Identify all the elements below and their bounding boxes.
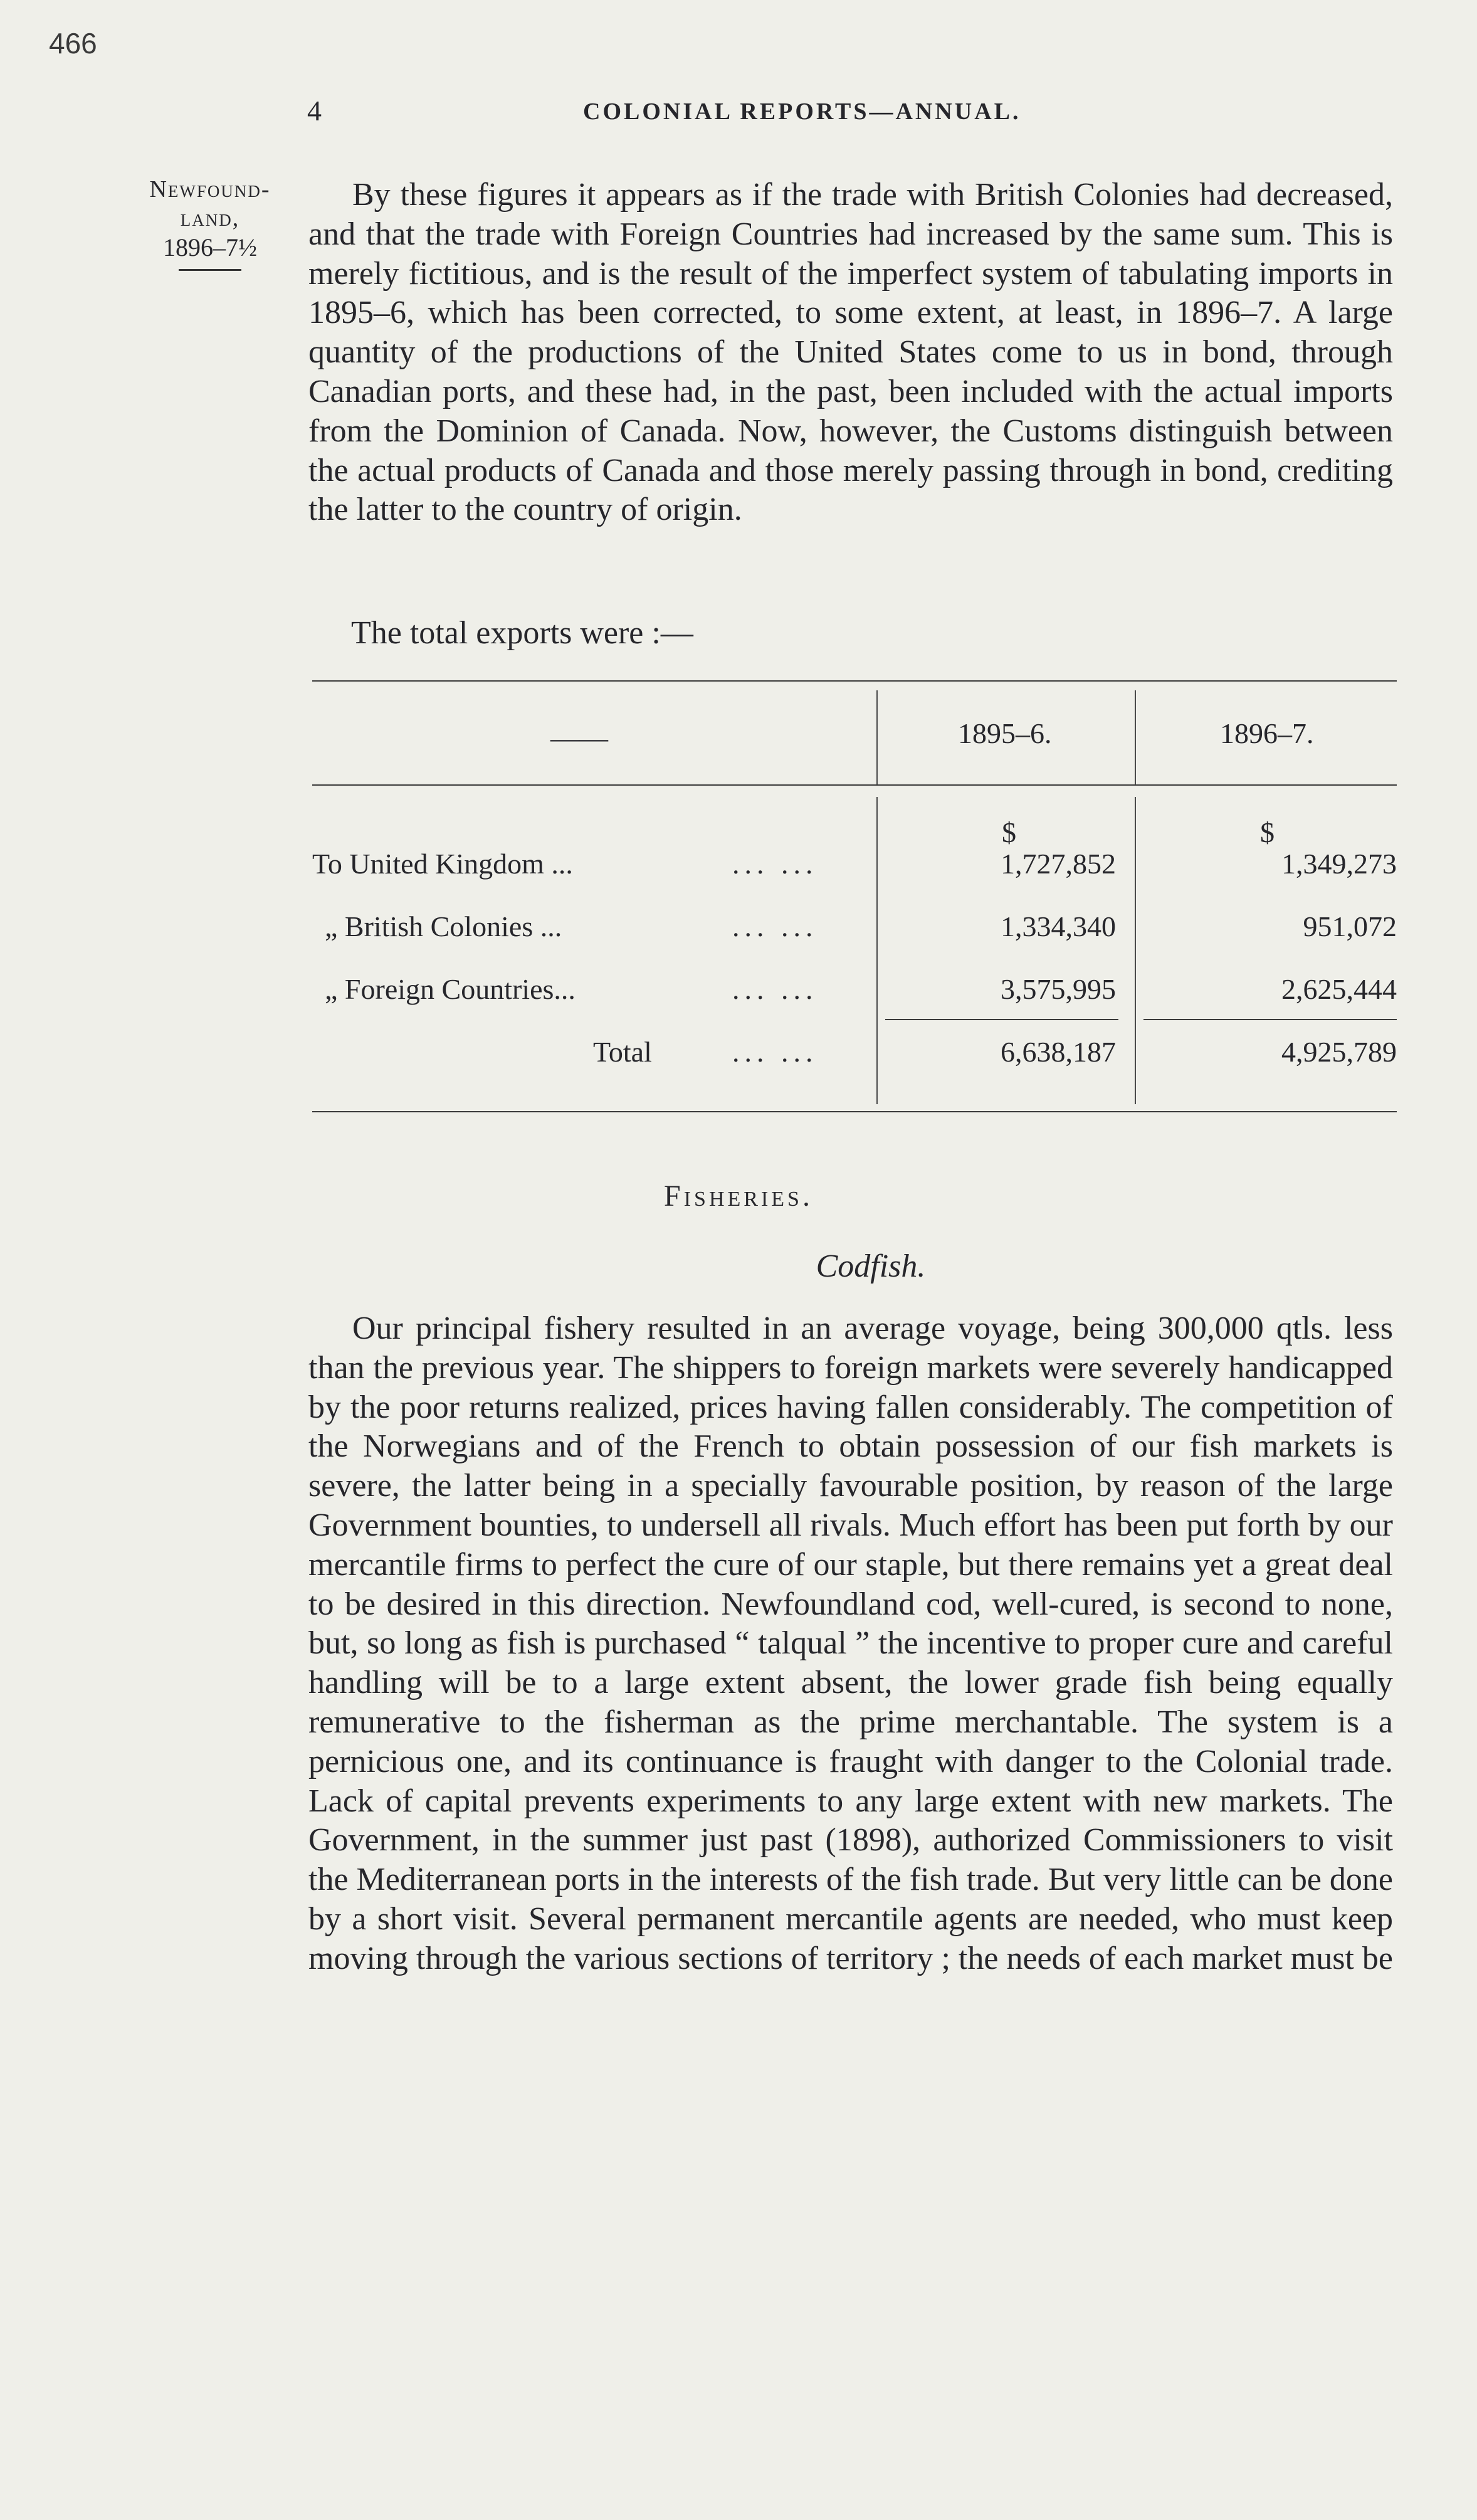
table-header-rule <box>312 784 1397 786</box>
value-total-1896: 4,925,789 <box>1281 1036 1397 1068</box>
running-header: COLONIAL REPORTS—ANNUAL. <box>583 98 1021 125</box>
section-heading-fisheries <box>0 1179 1477 1213</box>
table-bottom-rule <box>312 1111 1397 1112</box>
table-top-rule <box>312 680 1397 682</box>
column-divider-1 <box>876 690 878 784</box>
table-header-blank: —— <box>550 722 608 754</box>
body-paragraph-2 <box>308 1309 1393 1979</box>
value-uk-1896: 1,349,273 <box>1281 848 1397 880</box>
margin-note <box>119 176 301 271</box>
margin-note-line2: land, <box>180 204 240 231</box>
value-colonies-1895: 1,334,340 <box>1001 910 1116 942</box>
paragraph-1-text: By these figures it appears as if the trade with British Colonies had decreased, and that the trade with Foreign Countries had increased by the same sum. This is merely fictitious, and is the result of the imperfect system of tabulating imports in 1895–6, which has been corrected, to some extent, at least, in 1896–7. A large quantity of the productions of the United States come to us in bond, through Canadian ports, and these had, in the past, been included with the actual imports from the Dominion of Canada. Now, however, the Customs distinguish between the actual products of Canada and those merely passing through in bond, crediting the latter to the country of origin. <box>308 177 1393 528</box>
body-paragraph-1 <box>308 176 1393 530</box>
exports-intro: The total exports were :— <box>351 615 693 651</box>
row-leader-dots: ... ... <box>732 848 818 880</box>
margin-note-line3: 1896–7½ <box>163 233 257 262</box>
row-leader-dots: ... ... <box>732 973 818 1005</box>
row-label-united-kingdom: To United Kingdom ... <box>312 848 573 880</box>
row-label-foreign-countries: „ Foreign Countries... <box>325 973 576 1005</box>
value-foreign-1895: 3,575,995 <box>1001 973 1116 1005</box>
row-leader-dots: ... ... <box>732 1036 818 1068</box>
column-header-1895: 1895–6. <box>958 717 1052 749</box>
subheading-codfish: Codfish. <box>816 1248 926 1284</box>
subtotal-rule-1895 <box>885 1019 1118 1020</box>
margin-note-line1: Newfound- <box>149 176 271 203</box>
row-label-total: Total <box>593 1036 652 1068</box>
row-label-british-colonies: „ British Colonies ... <box>325 910 562 942</box>
value-colonies-1896: 951,072 <box>1303 910 1397 942</box>
margin-note-rule <box>179 269 241 271</box>
paragraph-2-text: Our principal fishery resulted in an average voyage, being 300,000 qtls. less than the previous year. The shippers to foreign markets were severely handicapped by the poor returns realized, prices having fallen considerably. The competition of the Norwegians and of the French to obtain possession of our fish markets is severe, the latter being in a specially favourable position, by reason of the large Government bounties, to undersell all rivals. Much effort has been put forth by our mercantile firms to perfect the cure of our staple, but there remains yet a great deal to be desired in this direction. Newfoundland cod, well-cured, is second to none, but, so long as fish is purchased “ talqual ” the incentive to proper cure and careful handling will be to a large extent absent, the lower grade fish being equally remunerative to the fisherman as the prime merchantable. The system is a pernicious one, and its continuance is fraught with danger to the Colonial trade. Lack of capital prevents experiments to any large extent with new markets. The Government, in the summer just past (1898), authorized Commissioners to visit the Mediterranean ports in the interests of the fish trade. But very little can be done by a short visit. Several permanent mercantile agents are needed, who must keep moving through the various sections of territory ; the needs of each market must be <box>308 1310 1393 1976</box>
subtotal-rule-1896 <box>1143 1019 1397 1020</box>
currency-1896: $ <box>1260 816 1275 848</box>
currency-1895: $ <box>1002 816 1016 848</box>
page-number: 4 <box>307 95 322 127</box>
value-uk-1895: 1,727,852 <box>1001 848 1116 880</box>
column-header-1896: 1896–7. <box>1220 717 1314 749</box>
value-total-1895: 6,638,187 <box>1001 1036 1116 1068</box>
row-leader-dots: ... ... <box>732 910 818 942</box>
column-divider-2 <box>1135 690 1136 784</box>
archive-page-stamp: 466 <box>49 27 97 60</box>
section-heading-text: Fisheries. <box>664 1179 813 1213</box>
exports-table <box>312 680 1397 1119</box>
value-foreign-1896: 2,625,444 <box>1281 973 1397 1005</box>
